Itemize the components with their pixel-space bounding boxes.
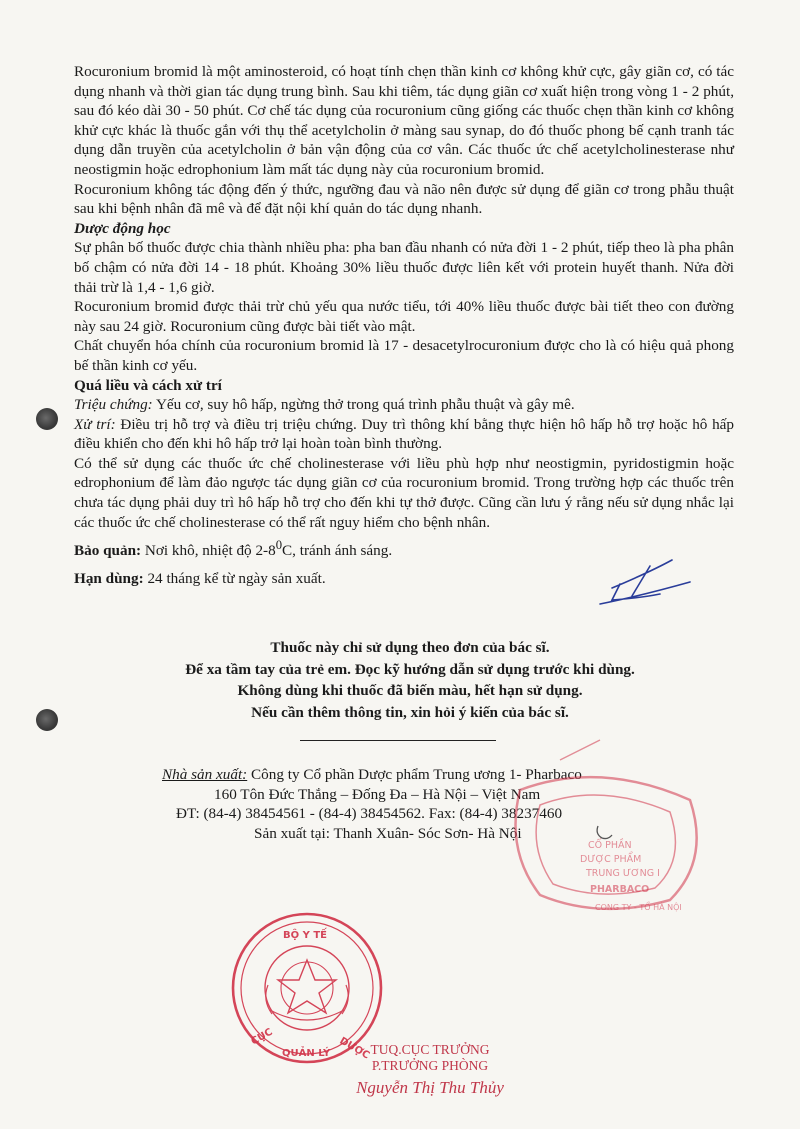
manufacturer-name-line	[150, 765, 670, 785]
warning-discolor: Không dùng khi thuốc đã biến màu, hết hạn sử dụng.	[237, 682, 583, 699]
binder-hole-bottom	[36, 709, 58, 731]
storage-line	[74, 536, 734, 561]
svg-text:QUẢN LÝ: QUẢN LÝ	[282, 1048, 331, 1059]
signature-name: Nguyễn Thị Thu Thủy	[356, 1078, 504, 1097]
shelf-life-label: Hạn dùng:	[74, 569, 144, 587]
svg-text:TRUNG ƯƠNG I: TRUNG ƯƠNG I	[586, 868, 660, 879]
pharmacokinetics-paragraph-3: Chất chuyển hóa chính của rocuronium bromid là 17 - desacetylrocuronium được cho là có hiệu quả phong bế thần kinh cơ yếu.	[74, 337, 734, 374]
pharmacodynamics-paragraph-1: Rocuronium bromid là một aminosteroid, có hoạt tính chẹn thần kinh cơ không khử cực, gây giãn cơ, có tác dụng nhanh và thời gian tác dụng trung bình. Sau khi tiêm, tác dụng giãn cơ xuất hiện trong vòng 1 - 2 phút, sau đó kéo dài 30 - 50 phút. Cơ chế tác dụng của rocuronium cũng giống các thuốc chẹn thần kinh cơ không khử cực khác là thuốc gắn với thụ thể acetylcholin ở màng sau synap, do đó thuốc phong bế cạnh tranh tác dụng dẫn truyền của acetylcholin ở bản vận động của cơ vân. Các thuốc ức chế acetylcholinesterase như neostigmin hoặc edrophonium làm mất tác dụng này của rocuronium bromid.	[74, 63, 734, 178]
manufacturer-block	[150, 765, 670, 843]
warnings-block	[80, 637, 740, 723]
overdose-extra: Có thể sử dụng các thuốc ức chế cholinesterase với liều phù hợp như neostigmin, pyridostigmin hoặc edrophonium để làm đảo ngược tác dụng giãn cơ của rocuronium bromid. Trong trường hợp các thuốc trên chưa tác dụng phải duy trì hô hấp hỗ trợ cho đến khi tự thở được. Cũng cần lưu ý rằng nếu sử dụng nhắc lại các thuốc ức chế cholinesterase có thể rất nguy hiểm cho bệnh nhân.	[74, 454, 734, 531]
leaflet-content	[74, 62, 734, 589]
manufacturer-label: Nhà sản xuất:	[162, 766, 248, 783]
signoff-block	[320, 1042, 540, 1096]
overdose-symptoms	[74, 395, 734, 415]
svg-text:PHARBACO: PHARBACO	[590, 884, 650, 895]
storage-superscript: 0	[275, 538, 283, 553]
svg-text:BỘ Y TẾ: BỘ Y TẾ	[283, 930, 327, 941]
binder-hole-top	[36, 408, 58, 430]
storage-text-after: C, tránh ánh sáng.	[282, 542, 393, 560]
manufacturer-factory: Sản xuất tại: Thanh Xuân- Sóc Sơn- Hà Nội	[254, 824, 522, 842]
svg-text:CỔ PHẦN: CỔ PHẦN	[588, 840, 632, 851]
shelf-life-text: 24 tháng kể từ ngày sản xuất.	[143, 569, 326, 587]
warning-prescription: Thuốc này chỉ sử dụng theo đơn của bác sĩ.	[270, 639, 550, 656]
pharmacokinetics-paragraph-1: Sự phân bố thuốc được chia thành nhiều pha: pha ban đầu nhanh có nửa đời 1 - 2 phút, tiếp theo là pha phân bố chậm có nửa đời 14 - 18 phút. Khoảng 30% liều thuốc được liên kết với protein huyết thanh. Nửa đời thải trừ là 1,4 - 1,6 giờ.	[74, 239, 734, 296]
svg-text:DƯỢC: DƯỢC	[337, 1035, 372, 1062]
overdose-treatment	[74, 415, 734, 454]
manufacturer-address: 160 Tôn Đức Thắng – Đống Đa – Hà Nội – Việt Nam	[214, 785, 541, 803]
symptoms-label: Triệu chứng:	[74, 396, 153, 414]
manufacturer-phone: ĐT: (84-4) 38454561 - (84-4) 38454562. Fax: (84-4) 38237460	[176, 805, 563, 823]
signoff-line-2: P.TRƯỞNG PHÒNG	[371, 1058, 489, 1073]
section-divider	[300, 740, 496, 741]
shelf-life-line	[74, 569, 734, 589]
pharmacokinetics-paragraph-2: Rocuronium bromid được thải trừ chủ yếu qua nước tiểu, tới 40% liều thuốc được bài tiết theo con đường này sau 24 giờ. Rocuronium cũng được bài tiết vào mật.	[74, 298, 734, 335]
treatment-label: Xử trí:	[74, 415, 116, 433]
storage-label: Bảo quản:	[74, 542, 142, 560]
storage-text-before: Nơi khô, nhiệt độ 2-8	[141, 542, 276, 560]
signoff-line-1: TUQ.CỤC TRƯỞNG	[370, 1042, 490, 1057]
treatment-text: Điều trị hỗ trợ và điều trị triệu chứng. Duy trì thông khí bằng thực hiện hô hấp hỗ trợ hoặc hô hấp điều khiển cho đến khi hô hấp trở lại hoàn toàn bình thường.	[74, 415, 735, 453]
pharmacokinetics-heading: Dược động học	[74, 219, 171, 237]
warning-children: Để xa tầm tay của trẻ em. Đọc kỹ hướng dẫn sử dụng trước khi dùng.	[185, 660, 635, 678]
overdose-heading: Quá liều và cách xử trí	[74, 376, 222, 394]
pharmacodynamics-paragraph-2: Rocuronium không tác động đến ý thức, ngưỡng đau và não nên được sử dụng để giãn cơ trong phẫu thuật sau khi bệnh nhân đã mê và để đặt nội khí quản do tác dụng nhanh.	[74, 180, 734, 218]
warning-advice: Nếu cần thêm thông tin, xin hỏi ý kiến của bác sĩ.	[251, 703, 569, 721]
svg-text:CỤC: CỤC	[249, 1026, 275, 1048]
symptoms-text: Yếu cơ, suy hô hấp, ngừng thở trong quá trình phẫu thuật và gây mê.	[152, 396, 575, 414]
svg-text:DƯỢC PHẨM: DƯỢC PHẨM	[580, 854, 642, 865]
manufacturer-name: Công ty Cổ phần Dược phẩm Trung ương 1- Pharbaco	[247, 766, 582, 783]
svg-text:CONG TY - TỔ HÀ NỘI: CONG TY - TỔ HÀ NỘI	[595, 903, 682, 912]
